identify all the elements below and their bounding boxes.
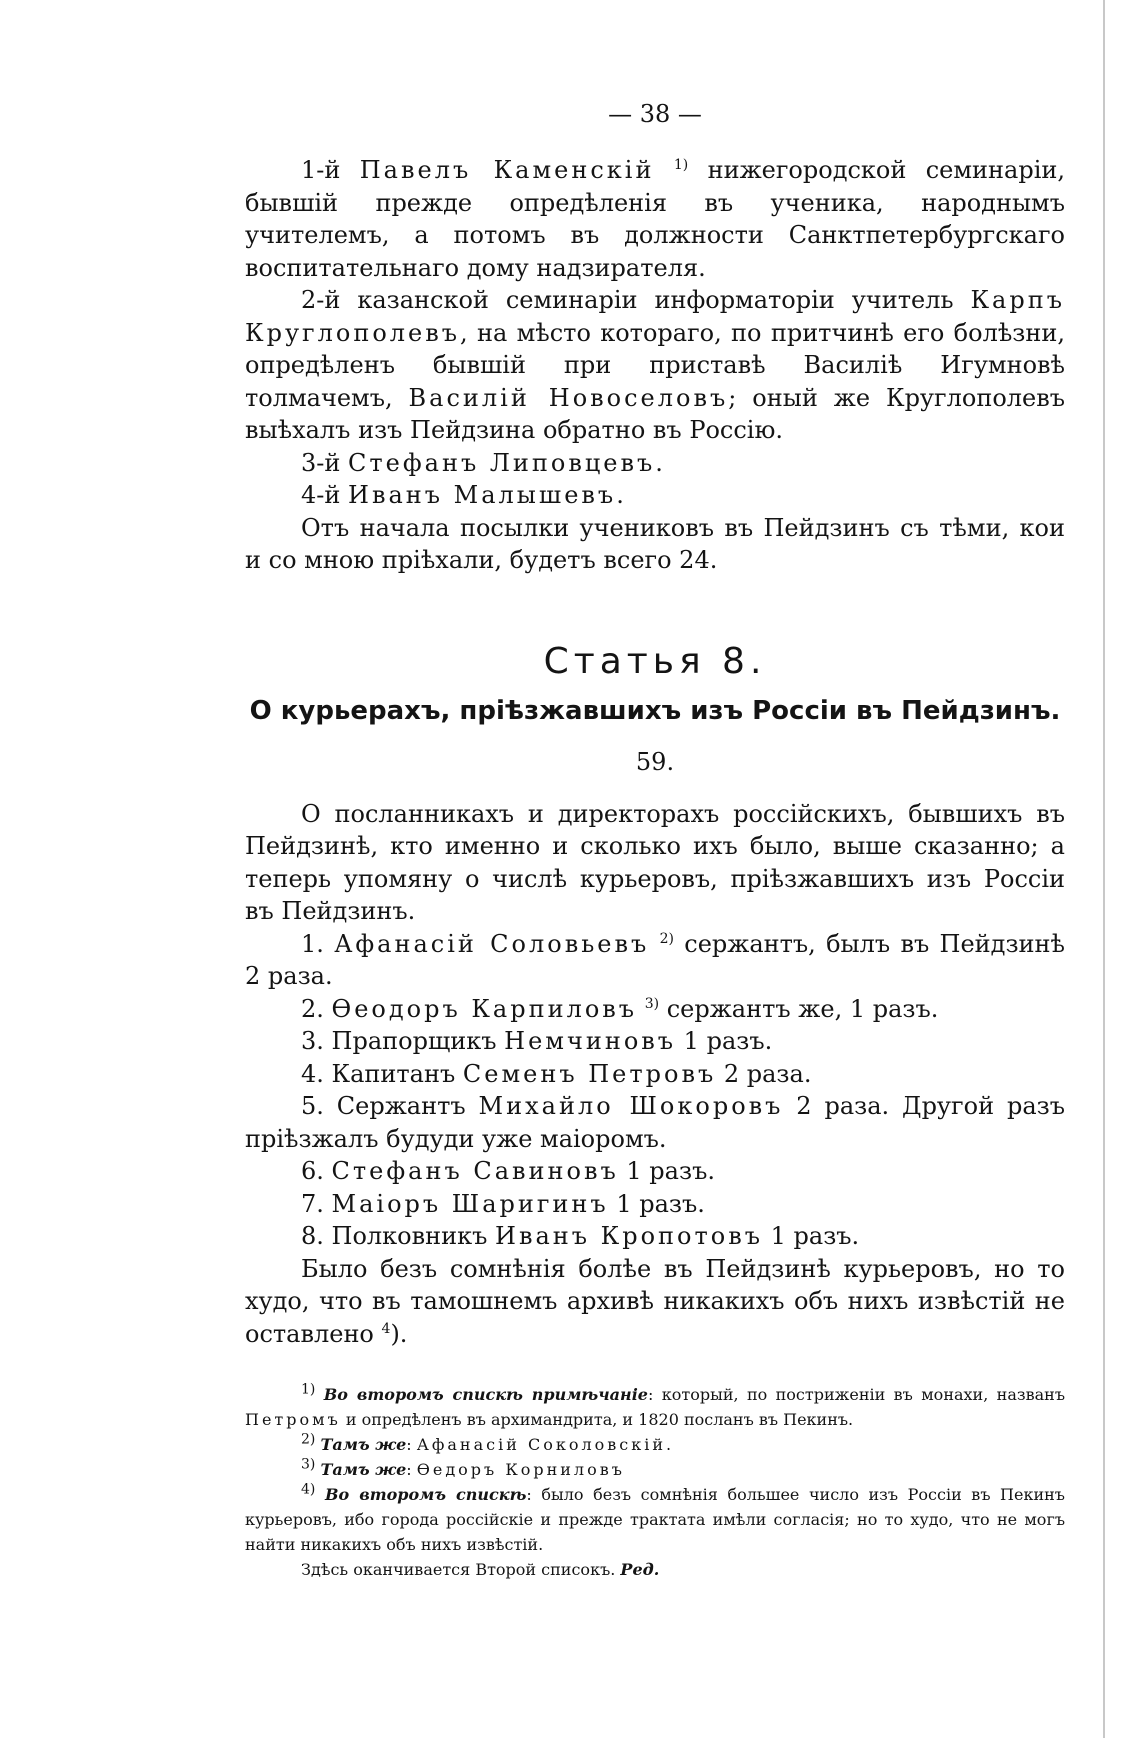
entry-text: сержантъ, былъ въ Пейдзинѣ 2 раза. bbox=[245, 929, 1066, 990]
entry-number: 5. bbox=[301, 1092, 337, 1120]
entry-number: 3. bbox=[301, 1027, 332, 1055]
book-page bbox=[245, 100, 1065, 1582]
courier-name: Стефанъ Савиновъ bbox=[331, 1157, 619, 1185]
entry-text: , на мѣсто котораго, по притчинѣ его болѣзни, опредѣленъ бывшій при приставѣ Василіѣ Игумновѣ толмачемъ, bbox=[245, 318, 1065, 412]
footnote-mark: 4) bbox=[301, 1481, 316, 1498]
courier-entry-8 bbox=[245, 1220, 1065, 1253]
footnote-text: : bbox=[406, 1435, 417, 1454]
closing-paragraph bbox=[245, 1253, 1065, 1351]
footnote-name: Петромъ bbox=[245, 1410, 341, 1429]
footnote-4 bbox=[245, 1482, 1065, 1557]
entry-prefix: Капитанъ bbox=[331, 1059, 463, 1088]
end-note bbox=[245, 1557, 1065, 1582]
editor-mark: Ред. bbox=[620, 1560, 660, 1579]
section-subtitle: О курьерахъ, пріѣзжавшихъ изъ Россіи въ Пейдзинъ. bbox=[249, 695, 1061, 726]
footnote-text: : который, по постриженіи въ монахи, названъ bbox=[647, 1385, 1065, 1404]
courier-entry-3 bbox=[245, 1025, 1065, 1058]
paragraph-number: 59. bbox=[635, 747, 675, 776]
entry-number: 2-й bbox=[301, 286, 341, 314]
entry-text: . bbox=[616, 481, 624, 509]
footnote-text-2: и опредѣленъ въ архимандрита, и 1820 посланъ въ Пекинъ. bbox=[340, 1410, 854, 1429]
student-entry-2 bbox=[245, 284, 1065, 447]
courier-name: Михайло Шокоровъ bbox=[478, 1092, 784, 1120]
footnote-label: Во второмъ спискѣ bbox=[324, 1485, 527, 1504]
entry-text: 1 разъ. bbox=[608, 1189, 705, 1218]
entry-number: 3-й bbox=[301, 448, 349, 477]
entry-text: 2 раза. bbox=[716, 1059, 812, 1088]
entry-text: 1 разъ. bbox=[763, 1222, 860, 1250]
footnote-ref: 3) bbox=[644, 995, 660, 1012]
footnote-label: Тамъ же bbox=[320, 1460, 407, 1479]
footnote-mark: 1) bbox=[301, 1381, 316, 1398]
courier-entry-6 bbox=[245, 1155, 1065, 1188]
entry-number: 7. bbox=[301, 1189, 332, 1218]
entry-number: 6. bbox=[301, 1157, 332, 1185]
footnote-label: Тамъ же bbox=[320, 1435, 407, 1454]
student-name: Павелъ Каменскій bbox=[359, 156, 655, 184]
footnote-ref: 1) bbox=[673, 157, 689, 173]
footnote-3 bbox=[245, 1457, 1065, 1482]
footnote-text-2: . bbox=[666, 1435, 672, 1454]
footnote-mark: 3) bbox=[301, 1456, 316, 1473]
student-name: Карпъ Круглополевъ bbox=[245, 286, 1065, 347]
entry-text: 2 раза. Другой разъ пріѣзжалъ будуди уже маіоромъ. bbox=[245, 1092, 1065, 1153]
entry-text: . bbox=[655, 448, 663, 477]
footnote-ref: 2) bbox=[659, 930, 674, 947]
entry-text-2: ; оный же Круглополевъ выѣхалъ изъ Пейдзина обратно въ Россію. bbox=[245, 383, 1065, 444]
footnote-ref: 4 bbox=[381, 1320, 391, 1337]
student-entry-3 bbox=[245, 447, 1065, 480]
entry-prefix: Сержантъ bbox=[336, 1092, 479, 1120]
footnote-text: : bbox=[406, 1460, 417, 1479]
footnote-name: Ѳедоръ Корниловъ bbox=[416, 1460, 625, 1479]
student-entry-1 bbox=[245, 154, 1065, 284]
entry-number: 1-й bbox=[301, 156, 360, 184]
end-note-text: Здѣсь оканчивается Второй списокъ. bbox=[301, 1560, 621, 1579]
student-name-2: Василій Новоселовъ bbox=[408, 383, 729, 412]
footnote-name: Афанасій Соколовскій bbox=[416, 1435, 666, 1454]
entry-number: 8. bbox=[301, 1222, 332, 1250]
courier-entry-5 bbox=[245, 1090, 1065, 1155]
student-name: Стефанъ Липовцевъ bbox=[348, 448, 656, 477]
intro-paragraph: О посланникахъ и директорахъ россійскихъ, бывшихъ въ Пейдзинѣ, кто именно и сколько ихъ было, выше сказанно; а теперь упомяну о числѣ курьеровъ, пріѣзжавшихъ изъ Россіи въ Пейдзинъ. bbox=[245, 799, 1065, 925]
footnotes bbox=[245, 1382, 1065, 1582]
page-number: — 38 — bbox=[608, 100, 702, 128]
student-name: Иванъ Малышевъ bbox=[348, 481, 617, 509]
courier-name: Ѳеодоръ Карпиловъ bbox=[331, 994, 638, 1023]
closing-text: Было безъ сомнѣнія болѣе въ Пейдзинѣ курьеровъ, но то худо, что въ тамошнемъ архивѣ никакихъ объ нихъ извѣстій не оставлено bbox=[245, 1254, 1065, 1348]
entry-prefix: казанской семинаріи информаторіи учитель bbox=[340, 286, 971, 314]
courier-name: Иванъ Кропотовъ bbox=[495, 1222, 763, 1250]
entry-number: 4. bbox=[301, 1059, 332, 1088]
courier-name: Немчиновъ bbox=[504, 1027, 677, 1055]
courier-name: Маіоръ Шаригинъ bbox=[331, 1189, 609, 1218]
entry-text: нижегородской семинаріи, бывшій прежде опредѣленія въ ученика, народнымъ учителемъ, а потомъ въ должности Санктпетербургскаго воспитательнаго дому надзирателя. bbox=[245, 156, 1065, 282]
footnote-1 bbox=[245, 1382, 1065, 1432]
footnote-label: Во второмъ спискѣ примѣчаніе bbox=[323, 1385, 648, 1404]
section-title: Статья 8. bbox=[543, 640, 767, 682]
entry-prefix: Прапорщикъ bbox=[331, 1027, 505, 1055]
page-edge-line bbox=[1103, 0, 1105, 1738]
courier-name: Афанасій Соловьевъ bbox=[334, 929, 650, 958]
summary-paragraph: Отъ начала посылки учениковъ въ Пейдзинъ съ тѣми, кои и со мною пріѣхали, будетъ всего 24. bbox=[245, 513, 1065, 574]
footnote-text: : было безъ сомнѣнія большее число изъ Россіи въ Пекинъ курьеровъ, ибо города россійскіе и прежде трактата имѣли согласія; но то худо, что не могъ найти никакихъ объ нихъ извѣстій. bbox=[245, 1485, 1065, 1554]
entry-text: 1 разъ. bbox=[676, 1027, 773, 1055]
entry-prefix: Полковникъ bbox=[331, 1222, 496, 1250]
entry-text: сержантъ же, 1 разъ. bbox=[659, 994, 939, 1023]
courier-name: Семенъ Петровъ bbox=[462, 1059, 717, 1088]
entry-text: 1 разъ. bbox=[618, 1157, 715, 1185]
student-entry-4 bbox=[245, 479, 1065, 512]
courier-entry-1 bbox=[245, 928, 1065, 993]
entry-number: 4-й bbox=[301, 481, 349, 509]
closing-end: ). bbox=[390, 1319, 408, 1348]
courier-entry-2 bbox=[245, 993, 1065, 1026]
entry-number: 2. bbox=[301, 994, 332, 1023]
courier-entry-4 bbox=[245, 1058, 1065, 1091]
courier-entry-7 bbox=[245, 1188, 1065, 1221]
entry-number: 1. bbox=[301, 929, 335, 958]
footnote-2 bbox=[245, 1432, 1065, 1457]
footnote-mark: 2) bbox=[301, 1431, 316, 1448]
